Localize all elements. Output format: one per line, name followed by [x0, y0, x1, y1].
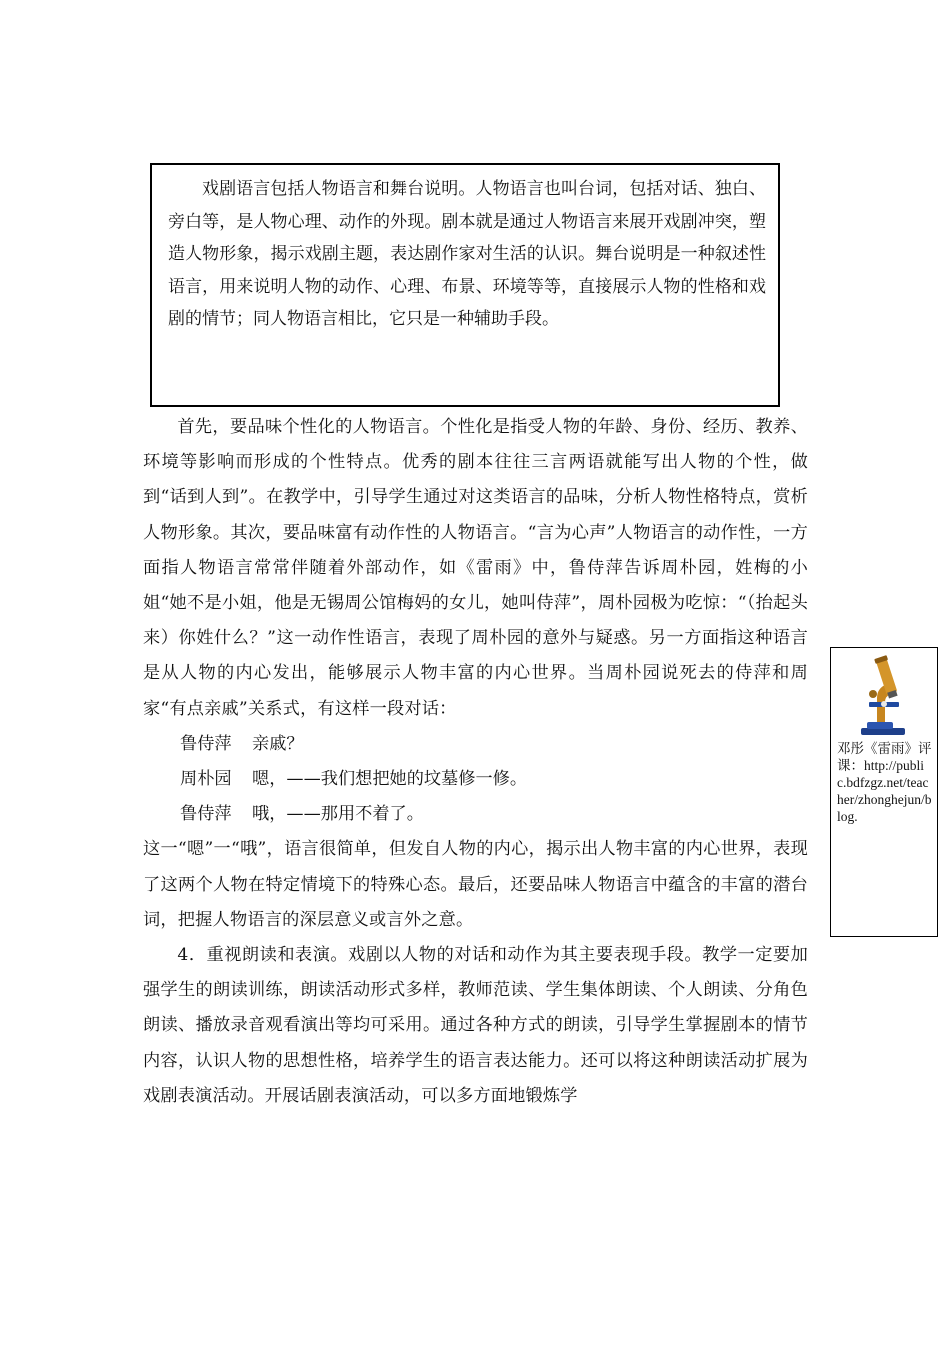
dialogue-speaker: 鲁侍萍 [180, 804, 232, 825]
dialogue-text: 嗯，——我们想把她的坟墓修一修。 [252, 769, 528, 790]
definition-text: 戏剧语言包括人物语言和舞台说明。人物语言也叫台词，包括对话、独白、旁白等，是人物心理、动作的外现。剧本就是通过人物语言来展开戏剧冲突，塑造人物形象，揭示戏剧主题，表达剧作家对生活的认识。舞台说明是一种叙述性语言，用来说明人物的动作、心理、布景、环境等等，直接展示人物的性格和戏剧的情节；同人物语言相比，它只是一种辅助手段。 [168, 179, 766, 329]
dialogue-line [143, 797, 808, 832]
main-text [143, 410, 808, 1114]
paragraph-personalized-language: 首先，要品味个性化的人物语言。个性化是指受人物的年龄、身份、经历、教养、环境等影响而形成的个性特点。优秀的剧本往往三言两语就能写出人物的个性，做到“话到人到”。在教学中，引导学生通过对这类语言的品味，分析人物性格特点，赏析人物形象。其次，要品味富有动作性的人物语言。“言为心声”人物语言的动作性，一方面指人物语言常常伴随着外部动作，如《雷雨》中，鲁侍萍告诉周朴园，姓梅的小姐“她不是小姐，他是无锡周公馆梅妈的女儿，她叫侍萍”，周朴园极为吃惊：“（抬起头来）你姓什么？”这一动作性语言，表现了周朴园的意外与疑惑。另一方面指这种语言是从人物的内心发出，能够展示人物丰富的内心世界。当周朴园说死去的侍萍和周家“有点亲戚”关系式，有这样一段对话： [143, 417, 808, 719]
dialogue-text: 哦，——那用不着了。 [252, 804, 424, 825]
dialogue-speaker: 鲁侍萍 [180, 733, 232, 754]
dialogue-line [143, 762, 808, 797]
dialogue-speaker: 周朴园 [180, 769, 232, 790]
dialogue-line [143, 727, 808, 762]
definition-box [150, 163, 780, 407]
paragraph-reading-performance: 4．重视朗读和表演。戏剧以人物的对话和动作为其主要表现手段。教学一定要加强学生的朗读训练，朗读活动形式多样，教师范读、学生集体朗读、个人朗读、分角色朗读、播放录音观看演出等均可采用。通过各种方式的朗读，引导学生掌握剧本的情节内容，认识人物的思想性格，培养学生的语言表达能力。还可以将这种朗读活动扩展为戏剧表演活动。开展话剧表演活动，可以多方面地锻炼学 [143, 945, 808, 1106]
dialogue-text: 亲戚？ [252, 733, 304, 754]
reference-sidebar [830, 647, 938, 937]
microscope-icon [847, 654, 917, 736]
paragraph-subtext: 这一“嗯”一“哦”，语言很简单，但发自人物的内心，揭示出人物丰富的内心世界，表现了这两个人物在特定情境下的特殊心态。最后，还要品味人物语言中蕴含的丰富的潜台词，把握人物语言的深层意义或言外之意。 [143, 839, 808, 930]
reference-caption: 邓彤《雷雨》评课：http://public.bdfzgz.net/teacher/zhonghejun/blog. [837, 741, 932, 824]
